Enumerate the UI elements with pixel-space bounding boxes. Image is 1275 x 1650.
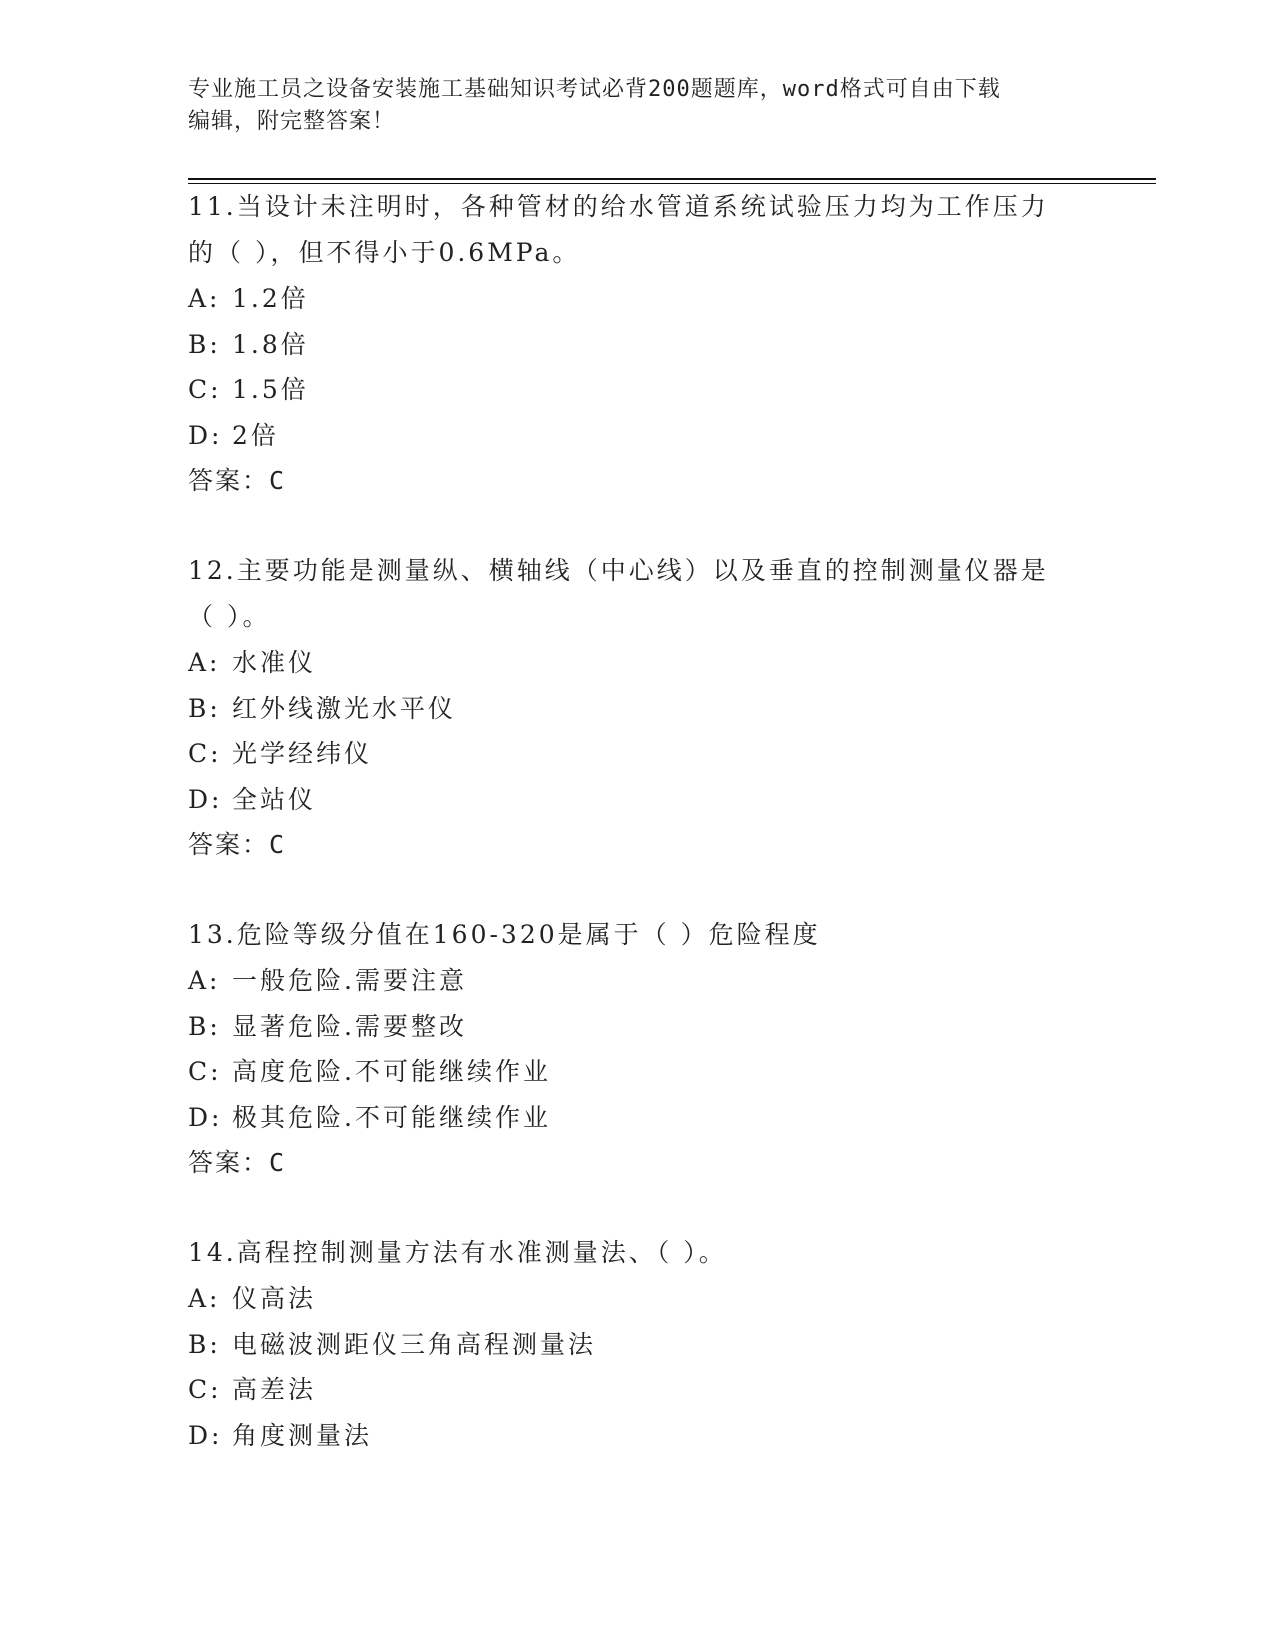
option-text: 光学经纬仪 [232, 739, 373, 768]
option-d [188, 1413, 1088, 1459]
option-text: 1.2倍 [232, 284, 309, 313]
question-stem-line-2: 的（ ），但不得小于0.6MPa。 [188, 238, 581, 267]
option-letter: C: [188, 1057, 222, 1086]
option-text: 2倍 [232, 420, 279, 450]
option-c [188, 1367, 1088, 1413]
option-letter: A: [188, 966, 221, 995]
question-stem-line-2: （ ）。 [188, 602, 271, 631]
option-text: 电磁波测距仪三角高程测量法 [232, 1329, 597, 1359]
document-title-line-1: 专业施工员之设备安装施工基础知识考试必背200题题库，word格式可自由下载 [188, 77, 1001, 102]
question-stem-line-1: 高程控制测量方法有水准测量法、（ ）。 [236, 1238, 727, 1267]
question-number: 11. [188, 192, 237, 221]
option-a [188, 1276, 1088, 1322]
option-b [188, 1322, 1088, 1368]
option-text: 1.8倍 [232, 329, 309, 359]
option-letter: C: [188, 375, 222, 404]
option-text: 角度测量法 [232, 1420, 373, 1450]
option-b [188, 322, 1088, 368]
option-a [188, 640, 1088, 686]
question-stem-line-1: 当设计未注明时，各种管材的给水管道系统试验压力均为工作压力 [236, 192, 1049, 221]
option-c [188, 731, 1088, 777]
option-c [188, 367, 1088, 413]
option-text: 水准仪 [232, 648, 317, 677]
question-stem [188, 1230, 1088, 1276]
option-b [188, 686, 1088, 732]
option-text: 高度危险.不可能继续作业 [232, 1057, 551, 1086]
document-title-line-2: 编辑，附完整答案！ [188, 109, 396, 134]
answer-value: C [269, 830, 287, 859]
answer-line [188, 822, 1088, 867]
option-letter: B: [188, 693, 221, 723]
option-d [188, 777, 1088, 823]
question-number: 13. [188, 920, 237, 949]
option-a [188, 276, 1088, 322]
question-number: 14. [188, 1238, 237, 1267]
question-stem [188, 912, 1088, 958]
question-14 [188, 1230, 1088, 1458]
option-b [188, 1004, 1088, 1050]
option-a [188, 958, 1088, 1004]
option-text: 显著危险.需要整改 [232, 1011, 467, 1041]
option-text: 红外线激光水平仪 [232, 693, 457, 723]
option-letter: D: [188, 784, 223, 814]
answer-value: C [269, 466, 287, 495]
option-text: 1.5倍 [232, 375, 309, 404]
option-text: 一般危险.需要注意 [232, 966, 467, 995]
option-letter: D: [188, 1420, 223, 1450]
question-number: 12. [188, 556, 237, 585]
option-letter: A: [188, 284, 221, 313]
document-header [188, 74, 1088, 138]
option-text: 仪高法 [232, 1284, 317, 1313]
option-d [188, 413, 1088, 459]
answer-label: 答案： [188, 466, 270, 495]
question-stem-line-1: 危险等级分值在160-320是属于（ ）危险程度 [236, 920, 821, 949]
option-letter: B: [188, 329, 221, 359]
question-stem-line-1: 主要功能是测量纵、横轴线（中心线）以及垂直的控制测量仪器是 [236, 556, 1049, 585]
header-divider-thick [188, 178, 1156, 180]
question-11 [188, 184, 1088, 503]
option-letter: A: [188, 1284, 221, 1313]
option-letter: B: [188, 1011, 221, 1041]
answer-value: C [269, 1148, 287, 1177]
question-stem [188, 548, 1088, 594]
option-text: 极其危险.不可能继续作业 [232, 1102, 551, 1132]
option-letter: D: [188, 1102, 223, 1132]
option-letter: C: [188, 739, 222, 768]
option-text: 高差法 [232, 1375, 317, 1404]
option-letter: B: [188, 1329, 221, 1359]
question-12 [188, 548, 1088, 867]
question-13 [188, 912, 1088, 1185]
option-letter: A: [188, 648, 221, 677]
answer-label: 答案： [188, 830, 270, 859]
option-c [188, 1049, 1088, 1095]
answer-line [188, 1140, 1088, 1185]
option-letter: C: [188, 1375, 222, 1404]
option-text: 全站仪 [232, 784, 317, 814]
option-letter: D: [188, 420, 223, 450]
question-stem [188, 184, 1088, 230]
answer-line [188, 458, 1088, 503]
answer-label: 答案： [188, 1148, 270, 1177]
option-d [188, 1095, 1088, 1141]
